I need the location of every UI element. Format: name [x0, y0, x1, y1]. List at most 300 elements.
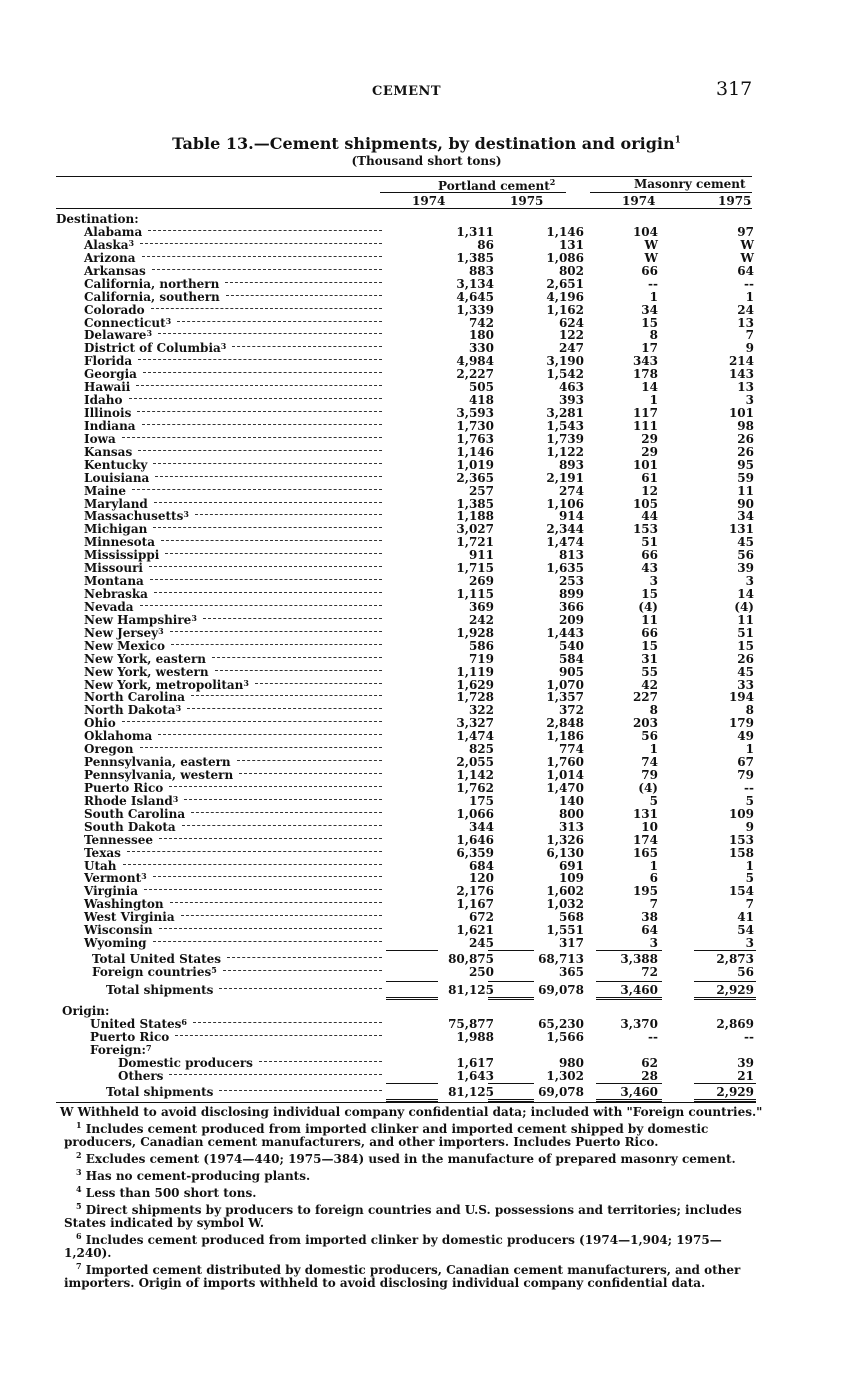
cell-value: 214	[728, 354, 754, 368]
cell-value: 11	[737, 484, 754, 498]
row-label-text: Arizona	[84, 251, 136, 265]
cell-value: 3,134	[456, 277, 494, 291]
dot-leader	[193, 1022, 382, 1023]
row-label-text: Idaho	[84, 393, 123, 407]
cell-value: 13	[737, 380, 754, 394]
cell-value: 1	[745, 290, 754, 304]
cell-value: 9	[745, 341, 754, 355]
cell-value: 1,542	[546, 367, 584, 381]
row-label-text: Others	[118, 1069, 164, 1083]
footnote-4-mark: 4	[76, 1184, 82, 1194]
cell-value: 3,388	[620, 952, 658, 966]
cell-value: 1,763	[456, 432, 494, 446]
dot-leader	[165, 553, 382, 554]
cell-value: --	[744, 781, 754, 795]
cell-value: 104	[632, 225, 658, 239]
table-title-text: Table 13.—Cement shipments, by destination and origin	[172, 134, 675, 153]
cell-value: 165	[632, 846, 658, 860]
footnote-4	[64, 1183, 764, 1200]
cell-value: 34	[737, 509, 754, 523]
total-double-rule	[488, 999, 534, 1000]
cell-value: 3,460	[620, 1085, 658, 1099]
cell-value: 7	[745, 328, 754, 342]
cell-value: 95	[737, 458, 754, 472]
cell-value: 3	[745, 393, 754, 407]
page-number: 317	[716, 78, 753, 100]
row-label-text: Maryland	[84, 497, 148, 511]
cell-value: 1,385	[456, 497, 494, 511]
row-label-text: Delaware	[84, 328, 147, 342]
cell-value: (4)	[638, 600, 658, 614]
cell-value: 369	[468, 600, 494, 614]
row-label-text: Montana	[84, 574, 144, 588]
cell-value: 44	[641, 509, 658, 523]
cell-value: 56	[737, 965, 754, 979]
row-label-text: Pennsylvania, eastern	[84, 755, 231, 769]
dot-leader	[159, 838, 382, 839]
cell-value: 1,730	[456, 419, 494, 433]
dot-leader	[140, 747, 382, 748]
footnote-1-text: Includes cement produced from imported clinker and imported cement shipped by domestic producers, Canadian cement manufacturers, and other importers. Includes Puerto Rico.	[64, 1122, 709, 1149]
cell-value: 1,167	[456, 897, 494, 911]
footnote-1-mark: 1	[76, 1120, 82, 1130]
cell-value: 1,470	[546, 781, 584, 795]
running-title: CEMENT	[372, 84, 442, 99]
row-label-text: New Mexico	[84, 639, 166, 653]
cell-value: 257	[468, 484, 494, 498]
cell-value: 3,281	[546, 406, 584, 420]
origin-total-rule	[386, 1083, 438, 1084]
cell-value: 1,119	[456, 665, 494, 679]
row-label-text: Illinois	[84, 406, 132, 420]
row-label-text: Kansas	[84, 445, 133, 459]
cell-value: 672	[468, 910, 494, 924]
row-label-text: Oklahoma	[84, 729, 153, 743]
cell-value: 75,877	[448, 1017, 494, 1031]
cell-value: 11	[641, 613, 658, 627]
dot-leader	[187, 708, 382, 709]
cell-value: 253	[558, 574, 584, 588]
cell-value: 719	[468, 652, 494, 666]
cell-value: 1,188	[456, 509, 494, 523]
cell-value: 90	[737, 497, 754, 511]
cell-value: 914	[558, 509, 584, 523]
cell-value: 101	[728, 406, 754, 420]
footnote-7	[64, 1260, 764, 1290]
cell-value: 3	[649, 574, 658, 588]
cell-value: 12	[641, 484, 658, 498]
portland-span-rule	[380, 192, 566, 193]
cell-value: 179	[728, 716, 754, 730]
cell-value: 154	[728, 884, 754, 898]
dot-leader	[219, 988, 382, 989]
cell-value: 2,869	[716, 1017, 754, 1031]
footnote-6-text: Includes cement produced from imported clinker by domestic producers (1974—1,904; 1975—1,240).	[64, 1233, 722, 1260]
cell-value: 1,122	[546, 445, 584, 459]
cell-value: 269	[468, 574, 494, 588]
cell-value: 120	[468, 871, 494, 885]
cell-value: 344	[468, 820, 494, 834]
cell-value: 41	[737, 910, 754, 924]
cell-value: 6,359	[456, 846, 494, 860]
cell-value: 209	[558, 613, 584, 627]
dot-leader	[153, 941, 382, 942]
cell-value: 1,635	[546, 561, 584, 575]
footnote-3-mark: 3	[76, 1167, 82, 1177]
dot-leader	[239, 773, 382, 774]
cell-value: 586	[468, 639, 494, 653]
cell-value: 1	[745, 742, 754, 756]
origin-bottom-rule	[488, 1099, 534, 1100]
masonry-header: Masonry cement	[634, 177, 746, 191]
cell-value: 33	[737, 678, 754, 692]
row-label-text: Rhode Island	[84, 794, 173, 808]
footnote-2-text: Excludes cement (1974—440; 1975—384) used in the manufacture of prepared masonry cement.	[85, 1152, 736, 1166]
cell-value: 15	[641, 587, 658, 601]
cell-value: 131	[632, 807, 658, 821]
row-label-text: North Carolina	[84, 690, 186, 704]
cell-value: 1,617	[456, 1056, 494, 1070]
dot-leader	[182, 825, 382, 826]
row-label-text: New Hampshire	[84, 613, 192, 627]
row-label-text: Indiana	[84, 419, 136, 433]
cell-value: 51	[737, 626, 754, 640]
cell-value: 1,142	[456, 768, 494, 782]
dot-leader	[154, 502, 382, 503]
cell-value: 54	[737, 923, 754, 937]
cell-value: 1,339	[456, 303, 494, 317]
cell-value: 153	[728, 833, 754, 847]
footnote-7-text: Imported cement distributed by domestic producers, Canadian cement manufacturers, and other importers. Origin of imports withheld to avoid disclosing individual company confidential data.	[64, 1263, 741, 1290]
cell-value: 1,721	[456, 535, 494, 549]
dot-leader	[159, 928, 382, 929]
cell-value: 1,106	[546, 497, 584, 511]
cell-value: 81,125	[448, 983, 494, 997]
cell-value: 6	[649, 871, 658, 885]
row-label-text: New Jersey	[84, 626, 159, 640]
cell-value: 64	[737, 264, 754, 278]
row-footnote-mark: 6	[181, 1017, 187, 1027]
row-label-text: Colorado	[84, 303, 145, 317]
cell-value: 1,186	[546, 729, 584, 743]
dot-leader	[181, 915, 382, 916]
cell-value: 1,014	[546, 768, 584, 782]
cell-value: 7	[745, 897, 754, 911]
cell-value: 1	[649, 742, 658, 756]
dot-leader	[215, 670, 382, 671]
cell-value: 67	[737, 755, 754, 769]
total-double-rule	[488, 997, 534, 998]
row-label-text: Utah	[84, 859, 117, 873]
footnote-3	[64, 1166, 764, 1183]
cell-value: 1	[649, 290, 658, 304]
cell-value: 1,302	[546, 1069, 584, 1083]
row-label-text: Minnesota	[84, 535, 156, 549]
dot-leader	[123, 864, 382, 865]
cell-value: 1,762	[456, 781, 494, 795]
row-label-text: Missouri	[84, 561, 143, 575]
footnotes	[60, 1105, 764, 1290]
dot-leader	[138, 359, 382, 360]
cell-value: 117	[632, 406, 658, 420]
dot-leader	[175, 1035, 382, 1036]
cell-value: 42	[641, 678, 658, 692]
dot-leader	[127, 851, 382, 852]
cell-value: 72	[641, 965, 658, 979]
cell-value: 4,196	[546, 290, 584, 304]
table-row	[56, 1031, 756, 1044]
footnote-1	[64, 1119, 764, 1149]
cell-value: 122	[558, 328, 584, 342]
cell-value: 2,176	[456, 884, 494, 898]
cell-value: 68,713	[538, 952, 584, 966]
cell-value: 2,227	[456, 367, 494, 381]
cell-value: 34	[641, 303, 658, 317]
total-double-rule	[386, 997, 438, 998]
cell-value: 393	[558, 393, 584, 407]
footnote-5-text: Direct shipments by producers to foreign countries and U.S. possessions and territories; includes States indicated by symbol W.	[64, 1203, 742, 1230]
row-label-text: Georgia	[84, 367, 137, 381]
cell-value: 911	[468, 548, 494, 562]
cell-value: 825	[468, 742, 494, 756]
cell-value: 313	[558, 820, 584, 834]
row-label-text: Total shipments	[106, 983, 214, 997]
subtotal-rule	[694, 950, 756, 951]
row-label-text: Domestic producers	[118, 1056, 253, 1070]
cell-value: 59	[737, 471, 754, 485]
row-label-text: Michigan	[84, 522, 148, 536]
row-label-text: West Virginia	[84, 910, 175, 924]
cell-value: 418	[468, 393, 494, 407]
row-label-text: Louisiana	[84, 471, 150, 485]
dot-leader	[153, 527, 382, 528]
cell-value: 153	[632, 522, 658, 536]
cell-value: 372	[558, 703, 584, 717]
footnote-6	[64, 1230, 764, 1260]
total-rule	[488, 981, 534, 982]
portland-header-note: 2	[549, 177, 556, 187]
cell-value: 1,760	[546, 755, 584, 769]
cell-value: 742	[468, 316, 494, 330]
dot-leader	[151, 308, 382, 309]
row-label-text: Nevada	[84, 600, 134, 614]
footnote-3-text: Has no cement-producing plants.	[85, 1169, 311, 1183]
cell-value: 247	[558, 341, 584, 355]
cell-value: 3,190	[546, 354, 584, 368]
cell-value: 8	[649, 328, 658, 342]
row-label	[84, 937, 147, 950]
cell-value: 1,728	[456, 690, 494, 704]
cell-value: 899	[558, 587, 584, 601]
dot-leader	[169, 1074, 382, 1075]
cell-value: 227	[632, 690, 658, 704]
cell-value: 1	[649, 859, 658, 873]
cell-value: 505	[468, 380, 494, 394]
cell-value: 14	[737, 587, 754, 601]
cell-value: 3,593	[456, 406, 494, 420]
cell-value: 143	[728, 367, 754, 381]
masonry-span-rule	[590, 192, 752, 193]
total-double-rule	[596, 999, 662, 1000]
header-bottom-rule	[56, 208, 752, 209]
row-label-text: Puerto Rico	[84, 781, 164, 795]
cell-value: --	[648, 277, 658, 291]
portland-header-label: Portland cement	[438, 179, 550, 193]
cell-value: 1,032	[546, 897, 584, 911]
cell-value: W	[740, 251, 754, 265]
cell-value: 1,357	[546, 690, 584, 704]
cell-value: 26	[737, 445, 754, 459]
cell-value: 86	[477, 238, 494, 252]
row-footnote-mark: 3	[183, 509, 189, 519]
cell-value: 1,928	[456, 626, 494, 640]
origin-total-rule	[694, 1083, 756, 1084]
row-label-text: North Dakota	[84, 703, 176, 717]
cell-value: 175	[468, 794, 494, 808]
row-label	[118, 1070, 163, 1083]
cell-value: 774	[558, 742, 584, 756]
table-title-footnote-mark: 1	[674, 135, 681, 146]
row-footnote-mark: 3	[175, 703, 182, 713]
row-label-text: Nebraska	[84, 587, 148, 601]
row-footnote-mark: 7	[145, 1043, 152, 1053]
cell-value: (4)	[638, 781, 658, 795]
row-footnote-mark: 3	[172, 794, 179, 804]
cell-value: 39	[737, 561, 754, 575]
cell-value: 2,929	[716, 983, 754, 997]
total-row	[56, 984, 756, 997]
dot-leader	[153, 463, 382, 464]
cell-value: 111	[632, 419, 658, 433]
row-label-text: New York, metropolitan	[84, 678, 244, 692]
cell-value: --	[744, 277, 754, 291]
row-label-text: Vermont	[84, 871, 142, 885]
row-label-text: Oregon	[84, 742, 134, 756]
cell-value: 109	[728, 807, 754, 821]
cell-value: 65,230	[538, 1017, 584, 1031]
cell-value: 109	[558, 871, 584, 885]
dot-leader	[255, 683, 382, 684]
dot-leader	[155, 476, 382, 477]
cell-value: 883	[468, 264, 494, 278]
row-footnote-mark: 3	[146, 328, 153, 338]
cell-value: 29	[641, 432, 658, 446]
cell-value: 21	[737, 1069, 754, 1083]
cell-value: 26	[737, 432, 754, 446]
cell-value: 245	[468, 936, 494, 950]
cell-value: 568	[558, 910, 584, 924]
footnote-2-mark: 2	[76, 1150, 82, 1160]
cell-value: 2,365	[456, 471, 494, 485]
row-footnote-mark: 3	[191, 613, 197, 623]
cell-value: 45	[737, 535, 754, 549]
cell-value: 1,543	[546, 419, 584, 433]
cell-value: 49	[737, 729, 754, 743]
cell-value: 1	[649, 393, 658, 407]
dot-leader	[219, 1090, 382, 1091]
cell-value: 8	[745, 703, 754, 717]
cell-value: 140	[558, 794, 584, 808]
cell-value: 322	[468, 703, 494, 717]
dot-leader	[153, 876, 382, 877]
cell-value: 2,191	[546, 471, 584, 485]
cell-value: 2,651	[546, 277, 584, 291]
row-label-text: Wisconsin	[84, 923, 153, 937]
footnote-7-mark: 7	[76, 1261, 82, 1271]
cell-value: 3	[649, 936, 658, 950]
running-header	[0, 78, 853, 104]
footnote-6-mark: 6	[76, 1231, 82, 1241]
total-rule	[386, 981, 438, 982]
cell-value: 4,984	[456, 354, 494, 368]
table-title	[0, 134, 853, 153]
cell-value: 1,602	[546, 884, 584, 898]
dot-leader	[149, 566, 382, 567]
cell-value: 1,162	[546, 303, 584, 317]
footnote-5-mark: 5	[76, 1201, 82, 1211]
cell-value: 3	[745, 936, 754, 950]
cell-value: 624	[558, 316, 584, 330]
cell-value: 813	[558, 548, 584, 562]
cell-value: 1,715	[456, 561, 494, 575]
cell-value: 69,078	[538, 983, 584, 997]
footnote-w: W Withheld to avoid disclosing individual company confidential data; included with "Foreign countries."	[60, 1105, 763, 1119]
row-label-text: United States	[90, 1017, 182, 1031]
cell-value: 1,988	[456, 1030, 494, 1044]
portland-header	[438, 177, 555, 193]
cell-value: 17	[641, 341, 658, 355]
cell-value: 69,078	[538, 1085, 584, 1099]
cell-value: 5	[649, 794, 658, 808]
cell-value: 1,019	[456, 458, 494, 472]
row-label-text: Ohio	[84, 716, 116, 730]
origin-total-rule	[596, 1083, 662, 1084]
footnote-4-text: Less than 500 short tons.	[85, 1186, 257, 1200]
total-double-rule	[596, 997, 662, 998]
cell-value: 1,474	[456, 729, 494, 743]
dot-leader	[142, 424, 382, 425]
cell-value: 317	[558, 936, 584, 950]
cell-value: 1,646	[456, 833, 494, 847]
origin-bottom-rule	[386, 1099, 438, 1100]
cell-value: 195	[632, 884, 658, 898]
dot-leader	[132, 489, 382, 490]
dot-leader	[161, 540, 382, 541]
cell-value: 180	[468, 328, 494, 342]
cell-value: 366	[558, 600, 584, 614]
row-label-text: Maine	[84, 484, 126, 498]
dot-leader	[137, 411, 382, 412]
row-label-text: Puerto Rico	[90, 1030, 170, 1044]
table-bottom-rule	[56, 1102, 756, 1103]
dot-leader	[191, 812, 382, 813]
dot-leader	[140, 243, 382, 244]
cell-value: 24	[737, 303, 754, 317]
cell-value: 1,086	[546, 251, 584, 265]
dot-leader	[144, 889, 382, 890]
origin-bottom-rule	[694, 1099, 756, 1100]
dot-leader	[170, 902, 382, 903]
row-label	[106, 1086, 213, 1099]
total-double-rule	[694, 999, 756, 1000]
row-label-text: Total United States	[92, 952, 222, 966]
dot-leader	[203, 618, 382, 619]
subtotal-rule	[488, 950, 534, 951]
cell-value: 3	[745, 574, 754, 588]
cell-value: 31	[641, 652, 658, 666]
dot-leader	[142, 256, 382, 257]
dot-leader	[169, 786, 382, 787]
